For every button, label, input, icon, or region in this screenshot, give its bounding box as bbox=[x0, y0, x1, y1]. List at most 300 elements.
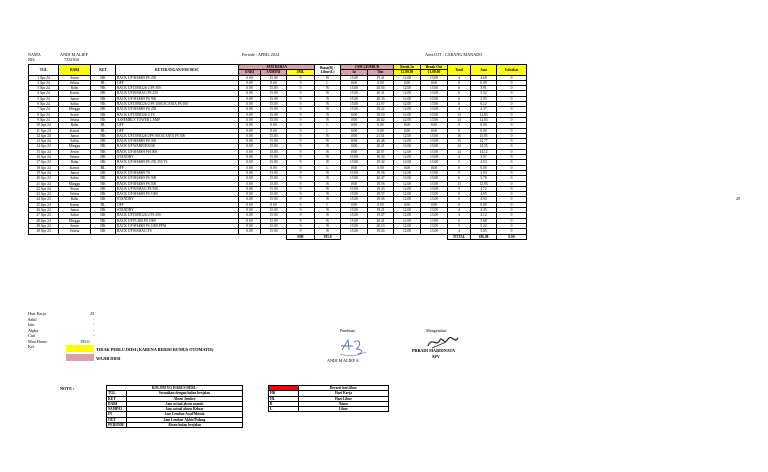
cell-break-in: 0.00 bbox=[394, 128, 421, 133]
cell-dari: 0.00 bbox=[239, 75, 261, 80]
cell-out: 21.51 bbox=[368, 133, 394, 138]
cell-jum: 12.83 bbox=[471, 112, 497, 117]
cell-jml: 9 bbox=[287, 149, 315, 154]
note-key: IN bbox=[107, 412, 127, 417]
timesheet-table-wrap bbox=[28, 64, 527, 240]
cell-out: 20.47 bbox=[368, 176, 394, 181]
cell-break-out: 13.00 bbox=[421, 197, 448, 202]
cell-jml: 9 bbox=[287, 160, 315, 165]
cell-break-out: 13.00 bbox=[421, 223, 448, 228]
cell-tgl: 28 Apr 24 bbox=[29, 218, 59, 223]
cell-total: 6 bbox=[448, 91, 471, 96]
cell-ket: HK bbox=[91, 91, 116, 96]
cell-break-out: 13.00 bbox=[421, 91, 448, 96]
cell-hari: Kamis bbox=[59, 165, 91, 170]
cell-tgl: 2 Apr 24 bbox=[29, 80, 59, 85]
cell-biasa: B bbox=[315, 176, 341, 181]
cell-hari: Selasa bbox=[59, 229, 91, 234]
cell-sampai: 15.00 bbox=[261, 229, 287, 234]
cell-sampai: 15.00 bbox=[261, 149, 287, 154]
cell-in: 0.00 bbox=[341, 202, 368, 207]
cell-jum: 12.93 bbox=[471, 181, 497, 186]
note-table bbox=[106, 385, 243, 428]
col-break-out-time: 13.00.00 bbox=[421, 70, 448, 75]
cell-istirahat: 0 bbox=[497, 139, 527, 144]
cell-jml: 9 bbox=[287, 102, 315, 107]
cell-istirahat: 0 bbox=[497, 202, 527, 207]
cell-dari: 0.00 bbox=[239, 229, 261, 234]
col-break-in-time: 12.00.00 bbox=[394, 70, 421, 75]
cell-total: 5 bbox=[448, 160, 471, 165]
cell-biasa: B bbox=[315, 117, 341, 122]
cell-total: 0 bbox=[448, 123, 471, 128]
cell-break-in: 0.00 bbox=[394, 123, 421, 128]
cell-break-out: 13.00 bbox=[421, 229, 448, 234]
cell-break-out: 13.00 bbox=[421, 192, 448, 197]
cell-jum: 14.77 bbox=[471, 139, 497, 144]
cell-sampai: 15.00 bbox=[261, 112, 287, 117]
note-desc: Absen bulan berjalan bbox=[127, 423, 243, 428]
cell-hari: Jumat bbox=[59, 208, 91, 213]
cell-tgl: 8 Apr 24 bbox=[29, 112, 59, 117]
cell-jum: 4.95 bbox=[471, 192, 497, 197]
area: Area/OJT : CABANG MANADO bbox=[425, 52, 483, 57]
cell-biasa: B bbox=[315, 186, 341, 191]
cell-total: 13 bbox=[448, 181, 471, 186]
cell-break-in: 12.00 bbox=[394, 144, 421, 149]
note-key: TGL bbox=[107, 391, 127, 396]
nama-label: NAMA bbox=[28, 52, 41, 57]
cell-desc: BACK UP SH4069 PS 1000,PPM bbox=[116, 223, 239, 228]
cell-istirahat: 0 bbox=[497, 75, 527, 80]
cell-out: 20.33 bbox=[368, 96, 394, 101]
cell-ket: HK bbox=[91, 149, 116, 154]
cell-biasa: B bbox=[315, 181, 341, 186]
cell-in: 15.00 bbox=[341, 186, 368, 191]
cell-ket: HL bbox=[91, 165, 116, 170]
cell-dari: 0.00 bbox=[239, 186, 261, 191]
cell-ket: HL bbox=[91, 123, 116, 128]
total-istirahat: 0.00 bbox=[497, 234, 527, 239]
cell-sampai: 15.00 bbox=[261, 223, 287, 228]
cell-break-in: 12.00 bbox=[394, 176, 421, 181]
cell-break-out: 13.00 bbox=[421, 186, 448, 191]
cell-hari: Minggu bbox=[59, 144, 91, 149]
cell-break-out: 13.00 bbox=[421, 170, 448, 175]
cell-break-in: 12.00 bbox=[394, 213, 421, 218]
cell-hari: Jumat bbox=[59, 133, 91, 138]
cell-dari: 0.00 bbox=[239, 223, 261, 228]
cell-break-in: 0.00 bbox=[394, 202, 421, 207]
cell-biasa: B bbox=[315, 144, 341, 149]
cell-dari: 0.00 bbox=[239, 197, 261, 202]
cell-in: 0.00 bbox=[341, 128, 368, 133]
code-desc: Biasa bbox=[299, 401, 389, 406]
cell-desc: STANDBY bbox=[116, 155, 239, 160]
cell-in: 0.00 bbox=[341, 165, 368, 170]
cell-out: 20.02 bbox=[368, 117, 394, 122]
cell-jml: 9 bbox=[287, 91, 315, 96]
cell-ket: HK bbox=[91, 75, 116, 80]
cell-tgl: 16 Apr 24 bbox=[29, 155, 59, 160]
cell-dari: 0.00 bbox=[239, 96, 261, 101]
cuti-value: - bbox=[93, 333, 95, 338]
alpha-value: - bbox=[93, 327, 95, 333]
cell-total: 6 bbox=[448, 86, 471, 91]
cell-jum: 4.37 bbox=[471, 107, 497, 112]
cell-istirahat: 0 bbox=[497, 176, 527, 181]
code-key: HK bbox=[269, 391, 299, 396]
cell-ket: HK bbox=[91, 160, 116, 165]
cell-istirahat: 0 bbox=[497, 223, 527, 228]
cell-tgl: 23 Apr 24 bbox=[29, 192, 59, 197]
cell-out: 19.57 bbox=[368, 192, 394, 197]
cell-break-in: 12.00 bbox=[394, 218, 421, 223]
cell-total: 14 bbox=[448, 117, 471, 122]
cell-desc: BACK UP SH4069 PS 1000 bbox=[116, 192, 239, 197]
cell-ket: HK bbox=[91, 112, 116, 117]
cell-sampai: 0.00 bbox=[261, 123, 287, 128]
cell-jml: 9 bbox=[287, 139, 315, 144]
cell-sampai: 15.00 bbox=[261, 208, 287, 213]
cell-tgl: 25 Apr 24 bbox=[29, 202, 59, 207]
cell-in: 15.00 bbox=[341, 102, 368, 107]
note-header: KOLOM YG HARUS DIISI : bbox=[107, 386, 243, 391]
cell-istirahat: 0 bbox=[497, 86, 527, 91]
note-row bbox=[107, 423, 243, 428]
cell-hari: Minggu bbox=[59, 107, 91, 112]
cell-jml: 0 bbox=[287, 123, 315, 128]
cell-break-out: 13.00 bbox=[421, 96, 448, 101]
cell-biasa: B bbox=[315, 192, 341, 197]
cell-desc: BACK UP SH4069 PS 250,250 TS bbox=[116, 160, 239, 165]
summary bbox=[28, 311, 148, 350]
cell-break-in: 12.00 bbox=[394, 155, 421, 160]
cell-istirahat: 0 bbox=[497, 197, 527, 202]
code-key: B bbox=[269, 401, 299, 406]
cell-total: 4 bbox=[448, 208, 471, 213]
cell-biasa: B bbox=[315, 208, 341, 213]
hari-kerja-label: Hari Kerja bbox=[28, 311, 46, 316]
cell-tgl: 27 Apr 24 bbox=[29, 213, 59, 218]
cell-break-in: 12.00 bbox=[394, 192, 421, 197]
cell-biasa: B bbox=[315, 102, 341, 107]
cell-istirahat: 0 bbox=[497, 117, 527, 122]
legend-pink-text: WAJIB DIISI bbox=[96, 356, 121, 361]
cell-sampai: 0.00 bbox=[261, 202, 287, 207]
total-label: TOTAL bbox=[448, 234, 471, 239]
cell-istirahat: 0 bbox=[497, 155, 527, 160]
cell-jum: 3.05 bbox=[471, 229, 497, 234]
cell-total: 6 bbox=[448, 102, 471, 107]
cell-total: 0 bbox=[448, 202, 471, 207]
codes-table bbox=[268, 385, 389, 412]
cell-break-in: 12.00 bbox=[394, 149, 421, 154]
cell-jum: 4.35 bbox=[471, 208, 497, 213]
cell-sampai: 15.00 bbox=[261, 155, 287, 160]
cell-desc: BACK UP D058326-2PS 500,SCANIA PS 500 bbox=[116, 133, 239, 138]
cell-sampai: 0.00 bbox=[261, 128, 287, 133]
cell-total: 4 bbox=[448, 75, 471, 80]
cell-ket: HK bbox=[91, 208, 116, 213]
cell-in: 15.00 bbox=[341, 107, 368, 112]
cell-jml: 9 bbox=[287, 144, 315, 149]
cell-biasa: B bbox=[315, 229, 341, 234]
cell-jum: 4.53 bbox=[471, 160, 497, 165]
cell-tgl: 13 Apr 24 bbox=[29, 139, 59, 144]
cell-istirahat: 0 bbox=[497, 160, 527, 165]
cell-tgl: 24 Apr 24 bbox=[29, 197, 59, 202]
cell-ket: HK bbox=[91, 218, 116, 223]
cell-biasa: B bbox=[315, 197, 341, 202]
cell-hari: Selasa bbox=[59, 80, 91, 85]
cell-break-out: 13.00 bbox=[421, 102, 448, 107]
cell-break-in: 12.00 bbox=[394, 186, 421, 191]
cell-jum: 5.78 bbox=[471, 176, 497, 181]
cell-in: 15.00 bbox=[341, 96, 368, 101]
cell-hari: Senin bbox=[59, 186, 91, 191]
cell-out: 19.43 bbox=[368, 186, 394, 191]
cell-tgl: 12 Apr 24 bbox=[29, 133, 59, 138]
cell-sampai: 15.00 bbox=[261, 176, 287, 181]
cell-desc: OFF bbox=[116, 128, 239, 133]
note-key: SAMPAI bbox=[107, 407, 127, 412]
cell-istirahat: 0 bbox=[497, 149, 527, 154]
cell-in: 0.00 bbox=[341, 133, 368, 138]
side-number: 20 bbox=[736, 196, 741, 201]
cell-tgl: 26 Apr 24 bbox=[29, 208, 59, 213]
note-desc: Sesuaikan dengan bulan berjalan bbox=[127, 391, 243, 396]
cell-jml: 9 bbox=[287, 213, 315, 218]
cell-in: 0.00 bbox=[341, 139, 368, 144]
cell-ket: HK bbox=[91, 144, 116, 149]
cell-biasa: B bbox=[315, 91, 341, 96]
cell-out: 18.56 bbox=[368, 181, 394, 186]
cell-desc: BACK UP SH4069 PS 500 bbox=[116, 96, 239, 101]
cell-jml: 9 bbox=[287, 112, 315, 117]
cell-desc: BACK UP WAREHOUSE bbox=[116, 144, 239, 149]
cell-jml: 9 bbox=[287, 96, 315, 101]
cell-dari: 0.00 bbox=[239, 160, 261, 165]
cell-biasa: B bbox=[315, 139, 341, 144]
cell-break-in: 12.00 bbox=[394, 86, 421, 91]
cell-in: 0.00 bbox=[341, 149, 368, 154]
cell-istirahat: 0 bbox=[497, 133, 527, 138]
cell-hari: Sabtu bbox=[59, 176, 91, 181]
cell-sampai: 15.00 bbox=[261, 181, 287, 186]
cell-in: 0.00 bbox=[341, 80, 368, 85]
cell-in: 15.00 bbox=[341, 86, 368, 91]
cell-total: 5 bbox=[448, 192, 471, 197]
cell-dari: 0.00 bbox=[239, 192, 261, 197]
cell-hari: Sabtu bbox=[59, 139, 91, 144]
cell-desc: OFF bbox=[116, 202, 239, 207]
cell-out: 19.04 bbox=[368, 229, 394, 234]
col-jam-kerja: JAM KERJA bbox=[239, 65, 315, 70]
cell-tgl: 21 Apr 24 bbox=[29, 181, 59, 186]
cell-jum: 5.68 bbox=[471, 218, 497, 223]
cell-istirahat: 0 bbox=[497, 80, 527, 85]
cell-jml: 9 bbox=[287, 117, 315, 122]
cell-jum: 14.03 bbox=[471, 117, 497, 122]
cell-sampai: 15.00 bbox=[261, 192, 287, 197]
cell-out: 0.00 bbox=[368, 165, 394, 170]
cell-sampai: 0.00 bbox=[261, 165, 287, 170]
timesheet-body bbox=[29, 75, 527, 234]
cell-total: 4 bbox=[448, 107, 471, 112]
cell-sampai: 15.00 bbox=[261, 117, 287, 122]
cell-biasa: L bbox=[315, 165, 341, 170]
cell-desc: STANDBY bbox=[116, 197, 239, 202]
cell-out: 19.07 bbox=[368, 213, 394, 218]
cell-break-in: 12.00 bbox=[394, 181, 421, 186]
cell-ket: HK bbox=[91, 213, 116, 218]
cell-ket: HK bbox=[91, 86, 116, 91]
cell-out: 20.31 bbox=[368, 91, 394, 96]
sakit-label: Sakit bbox=[28, 316, 37, 322]
cell-biasa: L bbox=[315, 80, 341, 85]
cell-desc: OFF bbox=[116, 165, 239, 170]
cell-total: 5 bbox=[448, 170, 471, 175]
signature-right-title: Mengetahui, bbox=[426, 328, 448, 333]
cell-dari: 0.00 bbox=[239, 128, 261, 133]
cell-break-in: 12.00 bbox=[394, 223, 421, 228]
mh-value: 195.0 bbox=[315, 234, 341, 239]
cell-in: 15.00 bbox=[341, 75, 368, 80]
cell-in: 0.00 bbox=[341, 117, 368, 122]
cell-biasa: B bbox=[315, 218, 341, 223]
cell-jum: 5.55 bbox=[471, 96, 497, 101]
cell-break-in: 12.00 bbox=[394, 102, 421, 107]
col-istirahat: Istirahat bbox=[497, 65, 527, 76]
cell-jml: 9 bbox=[287, 192, 315, 197]
cell-total: 5 bbox=[448, 197, 471, 202]
cell-sampai: 15.00 bbox=[261, 96, 287, 101]
cell-ket: HL bbox=[91, 202, 116, 207]
cell-ket: HK bbox=[91, 186, 116, 191]
note-key: PERIODE bbox=[107, 423, 127, 428]
cell-biasa: B bbox=[315, 149, 341, 154]
cell-jum: 4.72 bbox=[471, 186, 497, 191]
cell-tgl: 17 Apr 24 bbox=[29, 160, 59, 165]
cell-break-out: 13.00 bbox=[421, 107, 448, 112]
cell-desc: BACK UP SH4069 TS bbox=[116, 170, 239, 175]
footer-spacer bbox=[29, 234, 239, 239]
signature-left-title: Pembuat, bbox=[340, 328, 356, 333]
cell-ket: HK bbox=[91, 223, 116, 228]
cell-desc: BACK UP SH4069 PS 500 bbox=[116, 139, 239, 144]
cell-biasa: B bbox=[315, 96, 341, 101]
cell-total: 4 bbox=[448, 155, 471, 160]
cell-biasa: B bbox=[315, 160, 341, 165]
cell-dari: 0.00 bbox=[239, 80, 261, 85]
cell-hari: Senin bbox=[59, 75, 91, 80]
cell-tgl: 9 Apr 24 bbox=[29, 117, 59, 122]
cell-in: 15.00 bbox=[341, 218, 368, 223]
cell-sampai: 15.00 bbox=[261, 133, 287, 138]
cell-jml: 9 bbox=[287, 75, 315, 80]
cell-biasa: B bbox=[315, 75, 341, 80]
cell-break-out: 13.00 bbox=[421, 117, 448, 122]
cell-desc: STANDBY bbox=[116, 208, 239, 213]
cell-total: 5 bbox=[448, 223, 471, 228]
cell-sampai: 15.00 bbox=[261, 91, 287, 96]
cell-sampai: 15.00 bbox=[261, 86, 287, 91]
cell-break-out: 0.00 bbox=[421, 80, 448, 85]
note-table-wrap bbox=[106, 385, 243, 428]
cell-jum: 3.57 bbox=[471, 155, 497, 160]
cell-desc: OFF bbox=[116, 123, 239, 128]
cell-dari: 0.00 bbox=[239, 133, 261, 138]
cell-in: 15.00 bbox=[341, 155, 368, 160]
cell-dari: 0.00 bbox=[239, 123, 261, 128]
cell-break-in: 12.00 bbox=[394, 197, 421, 202]
cell-break-out: 0.00 bbox=[421, 123, 448, 128]
cell-biasa: B bbox=[315, 155, 341, 160]
codes-table-wrap bbox=[268, 385, 389, 412]
cell-break-out: 13.00 bbox=[421, 133, 448, 138]
note-desc: Jam actual absen masuk bbox=[127, 401, 243, 406]
cell-hari: Minggu bbox=[59, 181, 91, 186]
cell-dari: 0.00 bbox=[239, 112, 261, 117]
cell-total: 4 bbox=[448, 229, 471, 234]
cell-jum: 4.93 bbox=[471, 170, 497, 175]
izin-label: Izin bbox=[28, 322, 35, 327]
cell-hari: Sabtu bbox=[59, 102, 91, 107]
cell-in: 15.00 bbox=[341, 160, 368, 165]
cell-ket: HK bbox=[91, 133, 116, 138]
cell-total: 6 bbox=[448, 218, 471, 223]
cell-jml: 9 bbox=[287, 86, 315, 91]
cell-in: 15.00 bbox=[341, 170, 368, 175]
cell-tgl: 5 Apr 24 bbox=[29, 96, 59, 101]
cell-sampai: 15.00 bbox=[261, 160, 287, 165]
cell-sampai: 15.00 bbox=[261, 102, 287, 107]
cell-hari: Senin bbox=[59, 149, 91, 154]
signature-right-name: PRBADI MARDINATA bbox=[412, 348, 455, 353]
cell-sampai: 15.00 bbox=[261, 139, 287, 144]
cell-break-out: 0.00 bbox=[421, 128, 448, 133]
cell-in: 0.00 bbox=[341, 112, 368, 117]
cell-desc: BACK UP BOMAG PS 500 bbox=[116, 186, 239, 191]
cell-break-in: 12.00 bbox=[394, 117, 421, 122]
note-desc: Jam actual absen Keluar bbox=[127, 407, 243, 412]
col-break-in: Break In bbox=[394, 65, 421, 70]
cell-hari: Jumat bbox=[59, 96, 91, 101]
cell-out: 20.21 bbox=[368, 144, 394, 149]
cell-biasa: B bbox=[315, 133, 341, 138]
cell-hari: Senin bbox=[59, 112, 91, 117]
cell-istirahat: 0 bbox=[497, 229, 527, 234]
cell-ket: HK bbox=[91, 170, 116, 175]
cell-hari: Rabu bbox=[59, 197, 91, 202]
note-key: KET bbox=[107, 396, 127, 401]
cell-break-out: 13.00 bbox=[421, 176, 448, 181]
cell-jml: 9 bbox=[287, 197, 315, 202]
col-desc: KETERANGAN/JOB DESC bbox=[116, 65, 239, 76]
man-hours-label: Man Hours bbox=[28, 338, 47, 344]
cell-sampai: 0.00 bbox=[261, 80, 287, 85]
cell-break-out: 0.00 bbox=[421, 202, 448, 207]
cell-break-in: 12.00 bbox=[394, 107, 421, 112]
cell-break-out: 13.00 bbox=[421, 149, 448, 154]
cell-total: 0 bbox=[448, 80, 471, 85]
code-key: L bbox=[269, 407, 299, 412]
cell-tgl: 11 Apr 24 bbox=[29, 128, 59, 133]
cell-break-in: 12.00 bbox=[394, 208, 421, 213]
cell-ket: HK bbox=[91, 117, 116, 122]
col-in: In bbox=[341, 70, 368, 75]
